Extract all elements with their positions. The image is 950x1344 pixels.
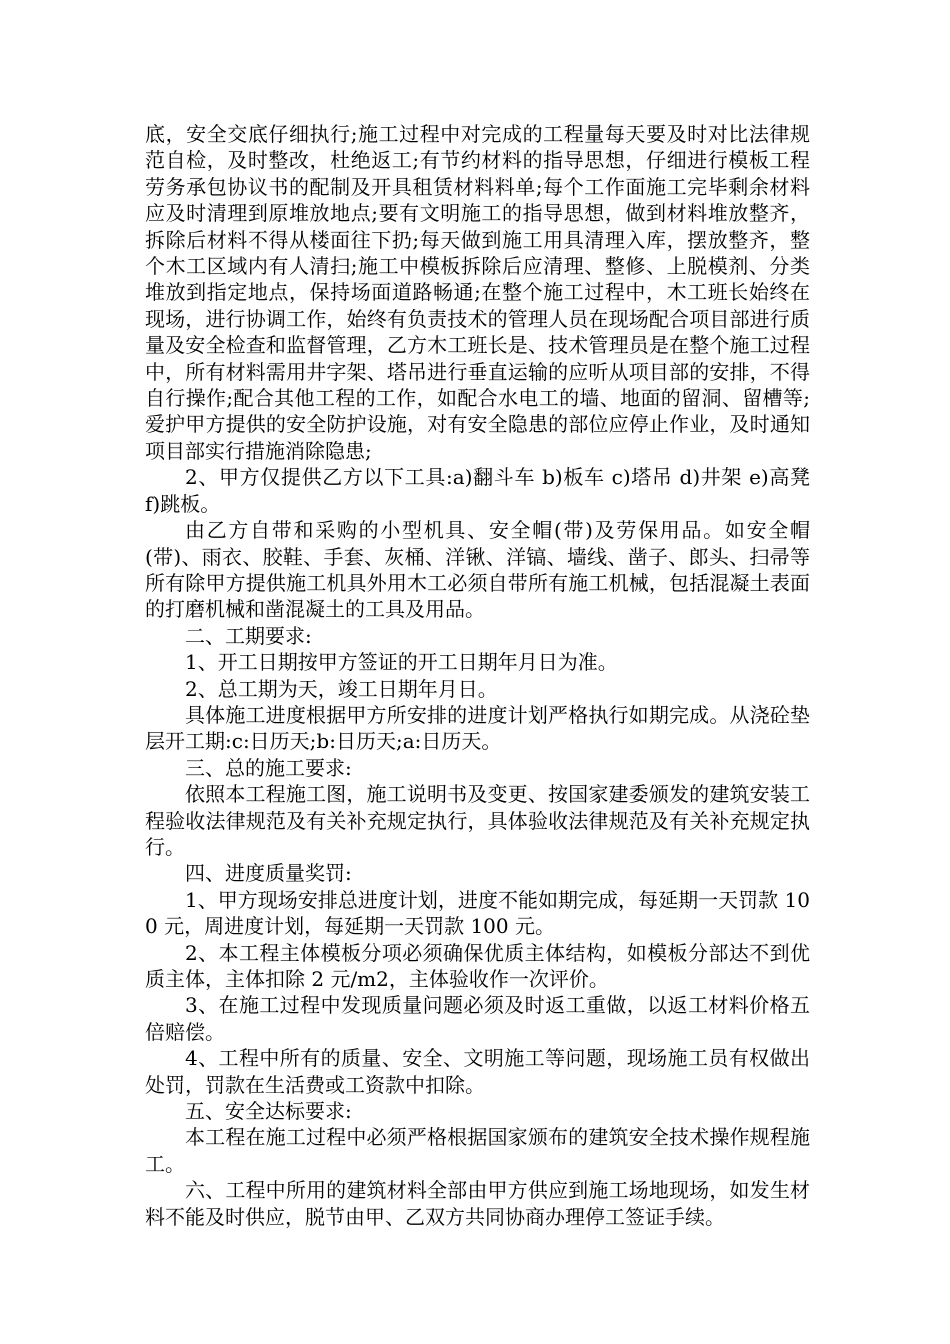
section-heading-general-requirements: 三、总的施工要求: (185, 755, 352, 780)
document-page (145, 121, 810, 1230)
paragraph-quality-penalty: 2、本工程主体模板分项必须确保优质主体结构，如模板分部达不到优质主体，主体扣除 2 元/m2，主体验收作一次评价。 (145, 940, 810, 991)
section-heading-safety: 五、安全达标要求: (185, 1099, 352, 1124)
paragraph-progress-plan: 具体施工进度根据甲方所安排的进度计划严格执行如期完成。从浇砼垫层开工期:c:日历天;b:日历天;a:日历天。 (145, 702, 810, 754)
paragraph-continuation: 底，安全交底仔细执行;施工过程中对完成的工程量每天要及时对比法律规范自检，及时整改，杜绝返工;有节约材料的指导思想，仔细进行模板工程劳务承包协议书的配制及开具租赁材料料单;每个工作面施工完毕剩余材料应及时清理到原堆放地点;要有文明施工的指导思想，做到材料堆放整齐，拆除后材料不得从楼面往下扔;每天做到施工用具清理入库，摆放整齐，整个木工区域内有人清扫;施工中模板拆除后应清理、整修、上脱模剂、分类堆放到指定地点，保持场面道路畅通;在整个施工过程中，木工班长始终在现场，进行协调工作，始终有负责技术的管理人员在现场配合项目部进行质量及安全检查和监督管理，乙方木工班长是、技术管理员是在整个施工过程中，所有材料需用井字架、塔吊进行垂直运输的应听从项目部的安排，不得自行操作;配合其他工程的工作，如配合水电工的墙、地面的留洞、留槽等;爱护甲方提供的安全防护设施，对有安全隐患的部位应停止作业，及时通知项目部实行措施消除隐患; (145, 122, 810, 463)
paragraph-rework-compensation: 3、在施工过程中发现质量问题必须及时返工重做，以返工材料价格五倍赔偿。 (145, 993, 810, 1044)
paragraph-materials-supply: 六、工程中所用的建筑材料全部由甲方供应到施工场地现场，如发生材料不能及时供应，脱节由甲、乙双方共同协商办理停工签证手续。 (145, 1178, 810, 1229)
paragraph-standards: 依照本工程施工图，施工说明书及变更、按国家建委颁发的建筑安装工程验收法律规范及有关补充规定执行，具体验收法律规范及有关补充规定执行。 (145, 782, 810, 859)
paragraph-safety-rules: 本工程在施工过程中必须严格根据国家颁布的建筑安全技术操作规程施工。 (145, 1125, 810, 1176)
paragraph-self-supplied-tools: 由乙方自带和采购的小型机具、安全帽(带)及劳保用品。如安全帽(带)、雨衣、胶鞋、手套、灰桶、洋锹、洋镐、墙线、凿子、郎头、扫帚等所有除甲方提供施工机具外用木工必须自带所有施工机械，包括混凝土表面的打磨机械和凿混凝土的工具及用品。 (145, 518, 810, 622)
paragraph-tools-provided: 2、甲方仅提供乙方以下工具:a)翻斗车 b)板车 c)塔吊 d)井架 e)高凳 f)跳板。 (145, 465, 810, 516)
paragraph-onsite-penalty: 4、工程中所有的质量、安全、文明施工等问题，现场施工员有权做出处罚，罚款在生活费或工资款中扣除。 (145, 1046, 810, 1097)
section-heading-schedule: 二、工期要求: (185, 623, 312, 648)
paragraph-start-date: 1、开工日期按甲方签证的开工日期年月日为准。 (185, 650, 618, 675)
paragraph-total-duration: 2、总工期为天，竣工日期年月日。 (185, 676, 498, 701)
section-heading-rewards-penalties: 四、进度质量奖罚: (185, 861, 352, 886)
paragraph-progress-penalty: 1、甲方现场安排总进度计划，进度不能如期完成，每延期一天罚款 100 元，周进度计划，每延期一天罚款 100 元。 (145, 887, 810, 939)
